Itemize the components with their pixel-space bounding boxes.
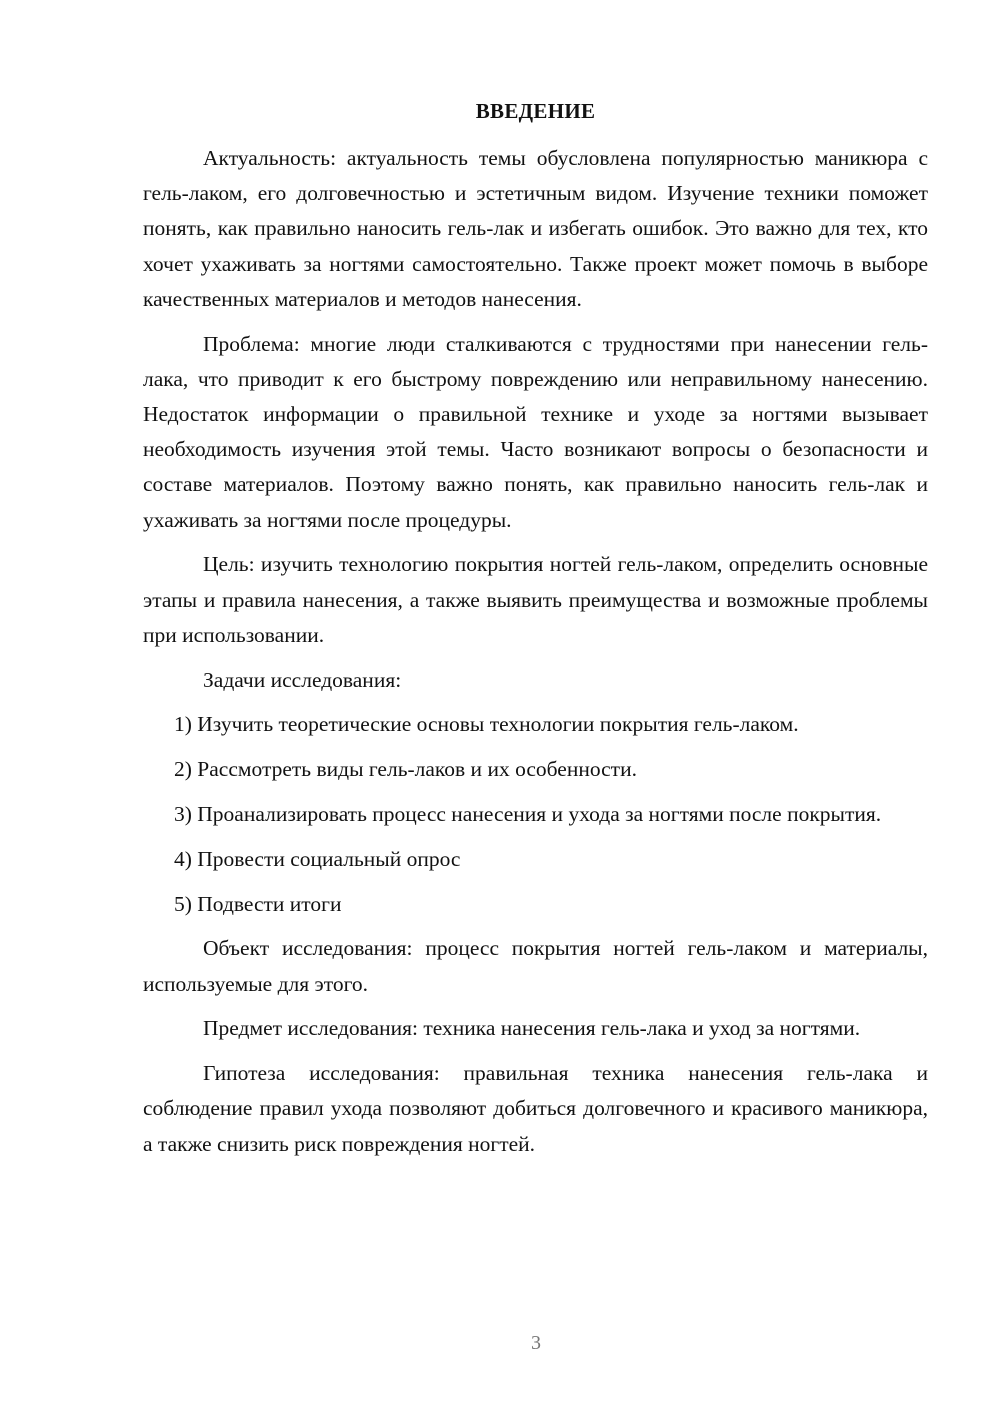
- page-content: [143, 94, 928, 1171]
- problem-paragraph: Проблема: многие люди сталкиваются с трудностями при нанесении гель-лака, что приводит к его быстрому повреждению или неправильному нанесению. Недостаток информации о правильной технике и уходе за ногтями вызывает необходимость изучения этой темы. Часто возникают вопросы о безопасности и составе материалов. Поэтому важно понять, как правильно наносить гель-лак и ухаживать за ногтями после процедуры.: [143, 331, 928, 532]
- hypothesis-paragraph: Гипотеза исследования: правильная техника нанесения гель-лака и соблюдение правил ухода позволяют добиться долговечного и красивого маникюра, а также снизить риск повреждения ногтей.: [143, 1061, 928, 1156]
- subject-paragraph: Предмет исследования: техника нанесения гель-лака и уход за ногтями.: [203, 1016, 861, 1041]
- section-heading: ВВЕДЕНИЕ: [475, 99, 596, 123]
- task-item-4: 4) Провести социальный опрос: [174, 846, 461, 871]
- goal-paragraph: Цель: изучить технологию покрытия ногтей гель-лаком, определить основные этапы и правила нанесения, а также выявить преимущества и возможные проблемы при использовании.: [143, 552, 928, 647]
- object-paragraph: Объект исследования: процесс покрытия ногтей гель-лаком и материалы, используемые для этого.: [143, 936, 928, 996]
- task-item-2: 2) Рассмотреть виды гель-лаков и их особенности.: [174, 757, 637, 782]
- task-item-3: 3) Проанализировать процесс нанесения и ухода за ногтями после покрытия.: [174, 802, 882, 827]
- task-item-1: 1) Изучить теоретические основы технологии покрытия гель-лаком.: [174, 712, 799, 737]
- relevance-paragraph: Актуальность: актуальность темы обусловлена популярностью маникюра с гель-лаком, его долговечностью и эстетичным видом. Изучение техники поможет понять, как правильно наносить гель-лак и избегать ошибок. Это важно для тех, кто хочет ухаживать за ногтями самостоятельно. Также проект может помочь в выборе качественных материалов и методов нанесения.: [143, 146, 928, 311]
- tasks-title: Задачи исследования:: [203, 667, 402, 692]
- task-item-5: 5) Подвести итоги: [174, 891, 342, 916]
- page-number: 3: [531, 1332, 541, 1354]
